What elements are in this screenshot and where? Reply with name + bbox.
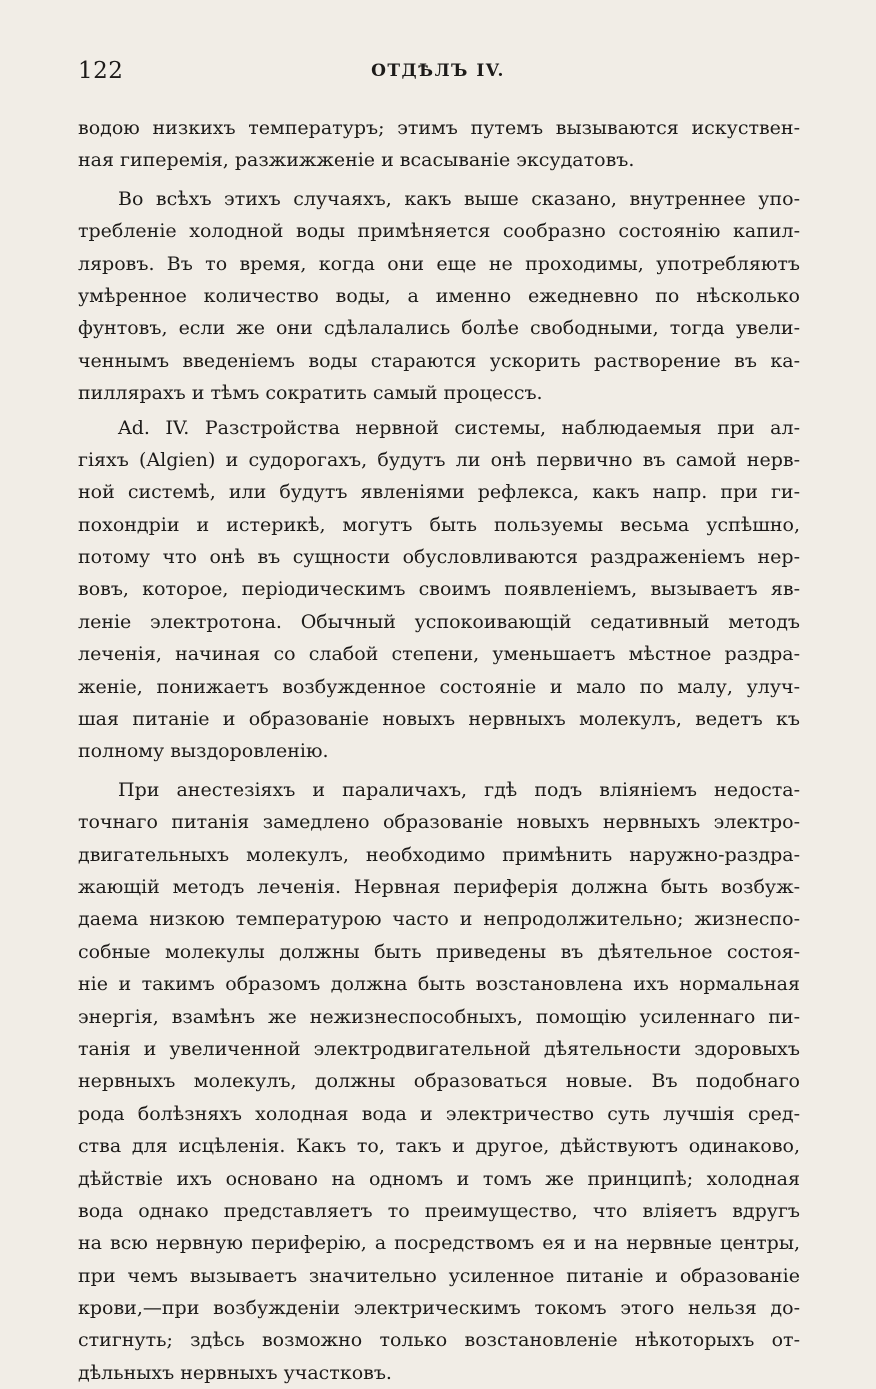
- text-line: вода однако представляетъ то преимущество, что вліяетъ вдругъ: [78, 1199, 800, 1222]
- text-line: жающій методъ леченія. Нервная периферія должна быть возбуж-: [78, 875, 800, 898]
- text-line: стигнуть; здѣсь возможно только возстановленіе нѣкоторыхъ от-: [78, 1329, 800, 1352]
- text-line: крови,—при возбужденіи электрическимъ токомъ этого нельзя до-: [78, 1297, 800, 1320]
- text-line: энергія, взамѣнъ же нежизнеспособныхъ, помощію усиленнаго пи-: [78, 1005, 800, 1028]
- text-line: потому что онѣ въ сущности обусловливаются раздраженіемъ нер-: [78, 546, 800, 569]
- text-line: при чемъ вызываетъ значительно усиленное питаніе и образованіе: [78, 1264, 800, 1287]
- text-line: двигательныхъ молекулъ, необходимо примѣнить наружно-раздра-: [78, 843, 800, 866]
- paragraph: [78, 112, 800, 177]
- text-line: похондріи и истерикѣ, могутъ быть пользуемы весьма успѣшно,: [78, 513, 800, 536]
- text-line: нервныхъ молекулъ, должны образоваться новые. Въ подобнаго: [78, 1070, 800, 1093]
- text-line: женіе, понижаетъ возбужденное состояніе и мало по малу, улуч-: [78, 675, 800, 698]
- text-line: ная гиперемія, разжижженіе и всасываніе эксудатовъ.: [78, 149, 635, 172]
- text-line: точнаго питанія замедлено образованіе новыхъ нервныхъ электро-: [78, 811, 800, 834]
- text-line: ніе и такимъ образомъ должна быть возстановлена ихъ нормальная: [78, 973, 800, 996]
- text-line: умѣренное количество воды, а именно ежедневно по нѣсколько: [78, 284, 800, 307]
- text-line: леніе электротона. Обычный успокоивающій седативный методъ: [78, 610, 800, 633]
- text-line: Во всѣхъ этихъ случаяхъ, какъ выше сказано, внутреннее упо-: [118, 187, 800, 210]
- text-line: полному выздоровленію.: [78, 740, 329, 763]
- text-line: ства для исцѣленія. Какъ то, такъ и другое, дѣйствуютъ одинаково,: [78, 1135, 800, 1158]
- paragraph: [78, 774, 800, 1389]
- text-line: танія и увеличенной электродвигательной дѣятельности здоровыхъ: [78, 1037, 800, 1060]
- text-line: ченнымъ введеніемъ воды стараются ускорить растворение въ ка-: [78, 349, 800, 372]
- running-head: ОТДѢЛЪ IV.: [371, 61, 505, 81]
- text-line: пиллярахъ и тѣмъ сократить самый процессъ.: [78, 382, 543, 405]
- paragraph: [78, 183, 800, 410]
- text-line: требленіе холодной воды примѣняется сообразно состоянію капил-: [78, 220, 800, 243]
- text-line: ляровъ. Въ то время, когда они еще не проходимы, употребляютъ: [78, 252, 800, 275]
- page-number: 122: [78, 58, 124, 84]
- text-line: При анестезіяхъ и параличахъ, гдѣ подъ вліяніемъ недоста-: [118, 778, 800, 801]
- text-line: дѣльныхъ нервныхъ участковъ.: [78, 1361, 392, 1384]
- paragraph: [78, 412, 800, 768]
- text-line: водою низкихъ температуръ; этимъ путемъ вызываются искуствен-: [78, 117, 800, 139]
- text-line: фунтовъ, если же они сдѣлалались болѣе свободными, тогда увели-: [78, 317, 800, 340]
- body-text: [78, 112, 800, 1389]
- text-line: вовъ, которое, періодическимъ своимъ появленіемъ, вызываетъ яв-: [78, 578, 800, 601]
- text-line: даема низкою температурою часто и непродолжительно; жизнеспо-: [78, 908, 800, 931]
- text-line: леченія, начиная со слабой степени, уменьшаетъ мѣстное раздра-: [78, 643, 800, 666]
- text-line: Ad. IV. Разстройства нервной системы, наблюдаемыя при ал-: [118, 416, 800, 439]
- text-line: шая питаніе и образованіе новыхъ нервныхъ молекулъ, ведетъ къ: [78, 708, 800, 731]
- page-header: [78, 58, 798, 92]
- text-line: на всю нервную периферію, а посредствомъ ея и на нервные центры,: [78, 1232, 800, 1255]
- text-line: ной системѣ, или будутъ явленіями рефлекса, какъ напр. при ги-: [78, 481, 800, 504]
- text-line: дѣйствіе ихъ основано на одномъ и томъ же принципѣ; холодная: [78, 1167, 800, 1190]
- text-line: рода болѣзняхъ холодная вода и электричество суть лучшія сред-: [78, 1102, 800, 1125]
- text-line: собные молекулы должны быть приведены въ дѣятельное состоя-: [78, 940, 800, 963]
- text-line: гіяхъ (Algien) и судорогахъ, будутъ ли онѣ первично въ самой нерв-: [78, 448, 800, 471]
